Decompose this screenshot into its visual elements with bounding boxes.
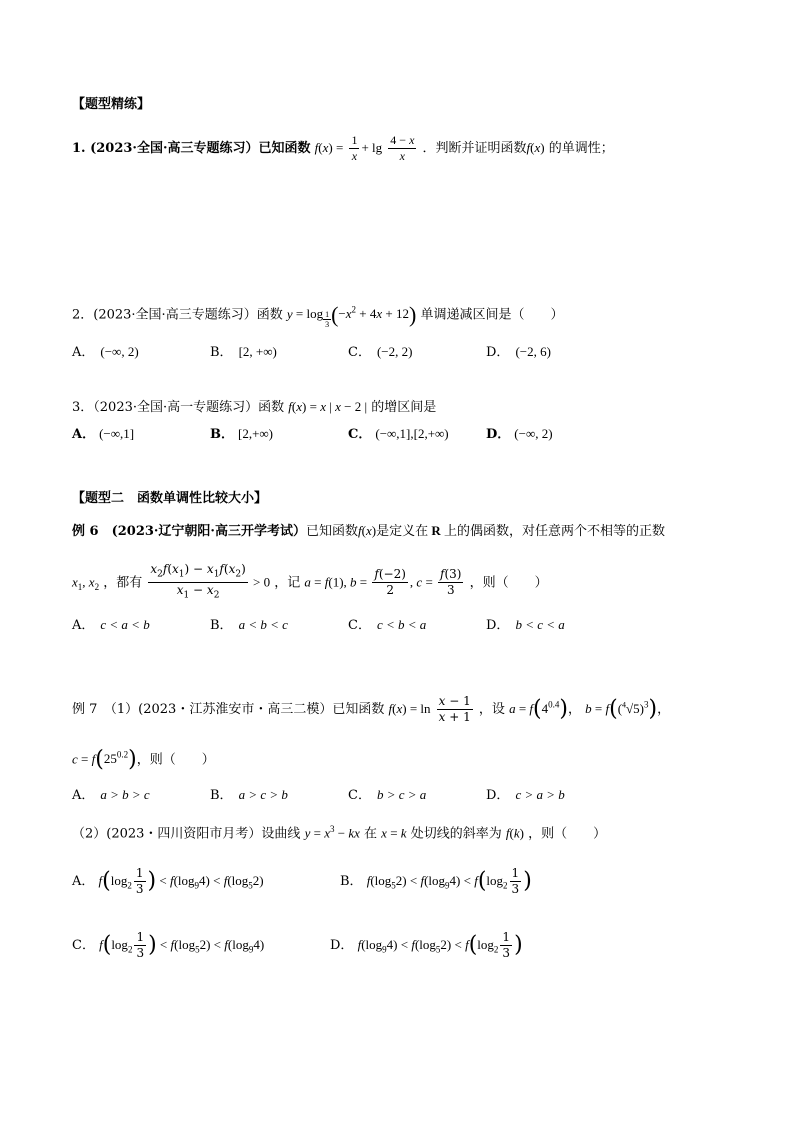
ex6-inequality-frac: $\frac{x_2f(x_1) - x_1f(x_2)}{x_1 - x_2}$ — [150, 562, 246, 601]
q2-option-a: A． (−∞, 2) — [72, 344, 139, 360]
question-3-tail: 的增区间是 — [371, 400, 437, 415]
ex7-option-a: A． a > b > c — [72, 787, 150, 803]
example-7-line-1: 例 7 （1）(2023・江苏淮安市・高三二模）已知函数 f(x) = ln $\frac{x - 1}{x + 1}$ ，设 $a = f(4^{0.4})$， $b = f((^4√5)^3)$， — [72, 694, 671, 724]
q2-option-d: D． (−2, 6) — [486, 344, 551, 360]
example-6-text-4: ，都有 — [103, 575, 143, 591]
example-6-line-1: 例 6 (2023·辽宁朝阳·高三开学考试）已知函数f(x)是定义在 R 上的偶函数，对任意两个不相等的正数 — [72, 523, 665, 539]
example-6-line-2: $x_1$, $x_2$ ，都有 $\frac{x_2f(x_1) - x_1f(x_2)}{x_1 - x_2}$ > 0 ，记 a = f(1), b = $\frac{f(-2)}{2}$ , c = $\frac{f(3)}{3}$ ，则（ ） — [72, 562, 548, 604]
q3-option-c: C． (−∞,1],[2,+∞) — [348, 426, 449, 442]
ex6-option-c: C． c < b < a — [348, 617, 427, 633]
ex7-ln-frac: $\frac{x - 1}{x + 1}$ — [438, 694, 471, 724]
question-2-label: 2．(2023·全国·高三专题练习）函数 — [72, 307, 283, 323]
example-7-line-2: $c = f(25^{0.2})$，则（ ） — [72, 746, 215, 772]
q1-formula: f — [314, 140, 319, 155]
question-2-tail: 单调递减区间是（ ） — [420, 307, 564, 323]
example-6-text-3: 上的偶函数，对任意两个不相等的正数 — [443, 524, 665, 539]
q3-option-d: D． (−∞, 2) — [486, 426, 553, 442]
section-title-practice: 【题型精练】 — [72, 97, 151, 112]
ex7-2-option-c: C． $f(\log_2$ $\frac{1}{3}$ ) < $f(\log_52) < f(\log_94)$ — [72, 930, 265, 960]
q2-formula: y — [286, 306, 293, 322]
ex6-option-a: A． c < a < b — [72, 617, 150, 633]
ex7-2-option-d: D． $f(\log_94) < f(\log_52) < f(\log_2$ $\frac{1}{3}$ ) — [330, 930, 523, 960]
example-6-text-5: ，记 — [274, 575, 301, 591]
example-7-label: 例 7 （1）(2023・江苏淮安市・高三二模）已知函数 — [72, 702, 385, 717]
ex7-2-option-a: A． $f(\log_2$ $\frac{1}{3}$ ) < $f(\log_94) < f(\log_52)$ — [72, 866, 264, 896]
example-7-part-2-mid2: 处切线的斜率为 — [410, 826, 502, 842]
ex7-option-c: C． b > c > a — [348, 787, 427, 803]
example-6-label: 例 6 (2023·辽宁朝阳·高三开学考试） — [72, 524, 306, 539]
section-title-compare: 【题型二 函数单调性比较大小】 — [72, 491, 268, 506]
ex7-option-b: B． a > c > b — [210, 787, 288, 803]
question-2: 2．(2023·全国·高三专题练习）函数 y = log $_{\frac{1}{3}}$ $(-x^2 + 4x + 12)$ 单调递减区间是（ ） — [72, 302, 564, 330]
example-6-text: 已知函数 — [305, 524, 358, 539]
q1-frac-log: $\frac{4 - x}{x}$ — [390, 133, 415, 163]
example-7-mid: ，设 — [478, 702, 505, 717]
question-3-label: 3．（2023·全国·高一专题练习）函数 — [72, 400, 285, 415]
q2-option-b: B． [2, +∞) — [210, 344, 277, 360]
ex6-option-b: B． a < b < c — [210, 617, 288, 633]
example-7-part-2-mid: 在 — [364, 826, 378, 842]
q3-option-a: A． (−∞,1] — [72, 426, 135, 442]
question-1-tail: 的单调性； — [548, 141, 614, 156]
example-6-text-6: ，则（ ） — [469, 575, 548, 591]
q1-frac-1-over-x: $\frac{1}{x}$ — [351, 133, 358, 163]
question-3: 3．（2023·全国·高一专题练习）函数 f(x) = x | x − 2 | 的增区间是 — [72, 399, 437, 415]
question-1: 1. (2023·全国·高三专题练习）已知函数 f(x) = $\frac{1}{x}$ + lg $\frac{4 - x}{x}$ ．判断并证明函数f(x) 的单调性； — [72, 133, 614, 163]
example-7-part-2-tail: ，则（ ） — [528, 826, 607, 842]
example-7-part-2: （2）(2023・四川资阳市月考）设曲线 $y = x^3$ − kx 在 x = k 处切线的斜率为 f(k) ，则（ ） — [72, 824, 607, 842]
example-7-line-2-tail: ，则（ ） — [136, 752, 215, 768]
example-7-part-2-label: （2）(2023・四川资阳市月考）设曲线 — [72, 826, 301, 842]
q2-option-c: C． (−2, 2) — [348, 344, 413, 360]
example-6-text-2: 是定义在 — [376, 524, 429, 539]
ex7-2-option-b: B． $f(\log_52) < f(\log_94) < f(\log_2$ $\frac{1}{3}$ ) — [340, 866, 532, 896]
ex7-option-d: D． c > a > b — [486, 787, 565, 803]
q3-option-b: B． [2,+∞) — [210, 426, 274, 442]
question-1-label: 1. (2023·全国·高三专题练习）已知函数 — [72, 141, 311, 156]
ex6-option-d: D． b < c < a — [486, 617, 565, 633]
q3-formula: f — [288, 399, 292, 414]
question-1-mid: ．判断并证明函数 — [422, 141, 527, 156]
